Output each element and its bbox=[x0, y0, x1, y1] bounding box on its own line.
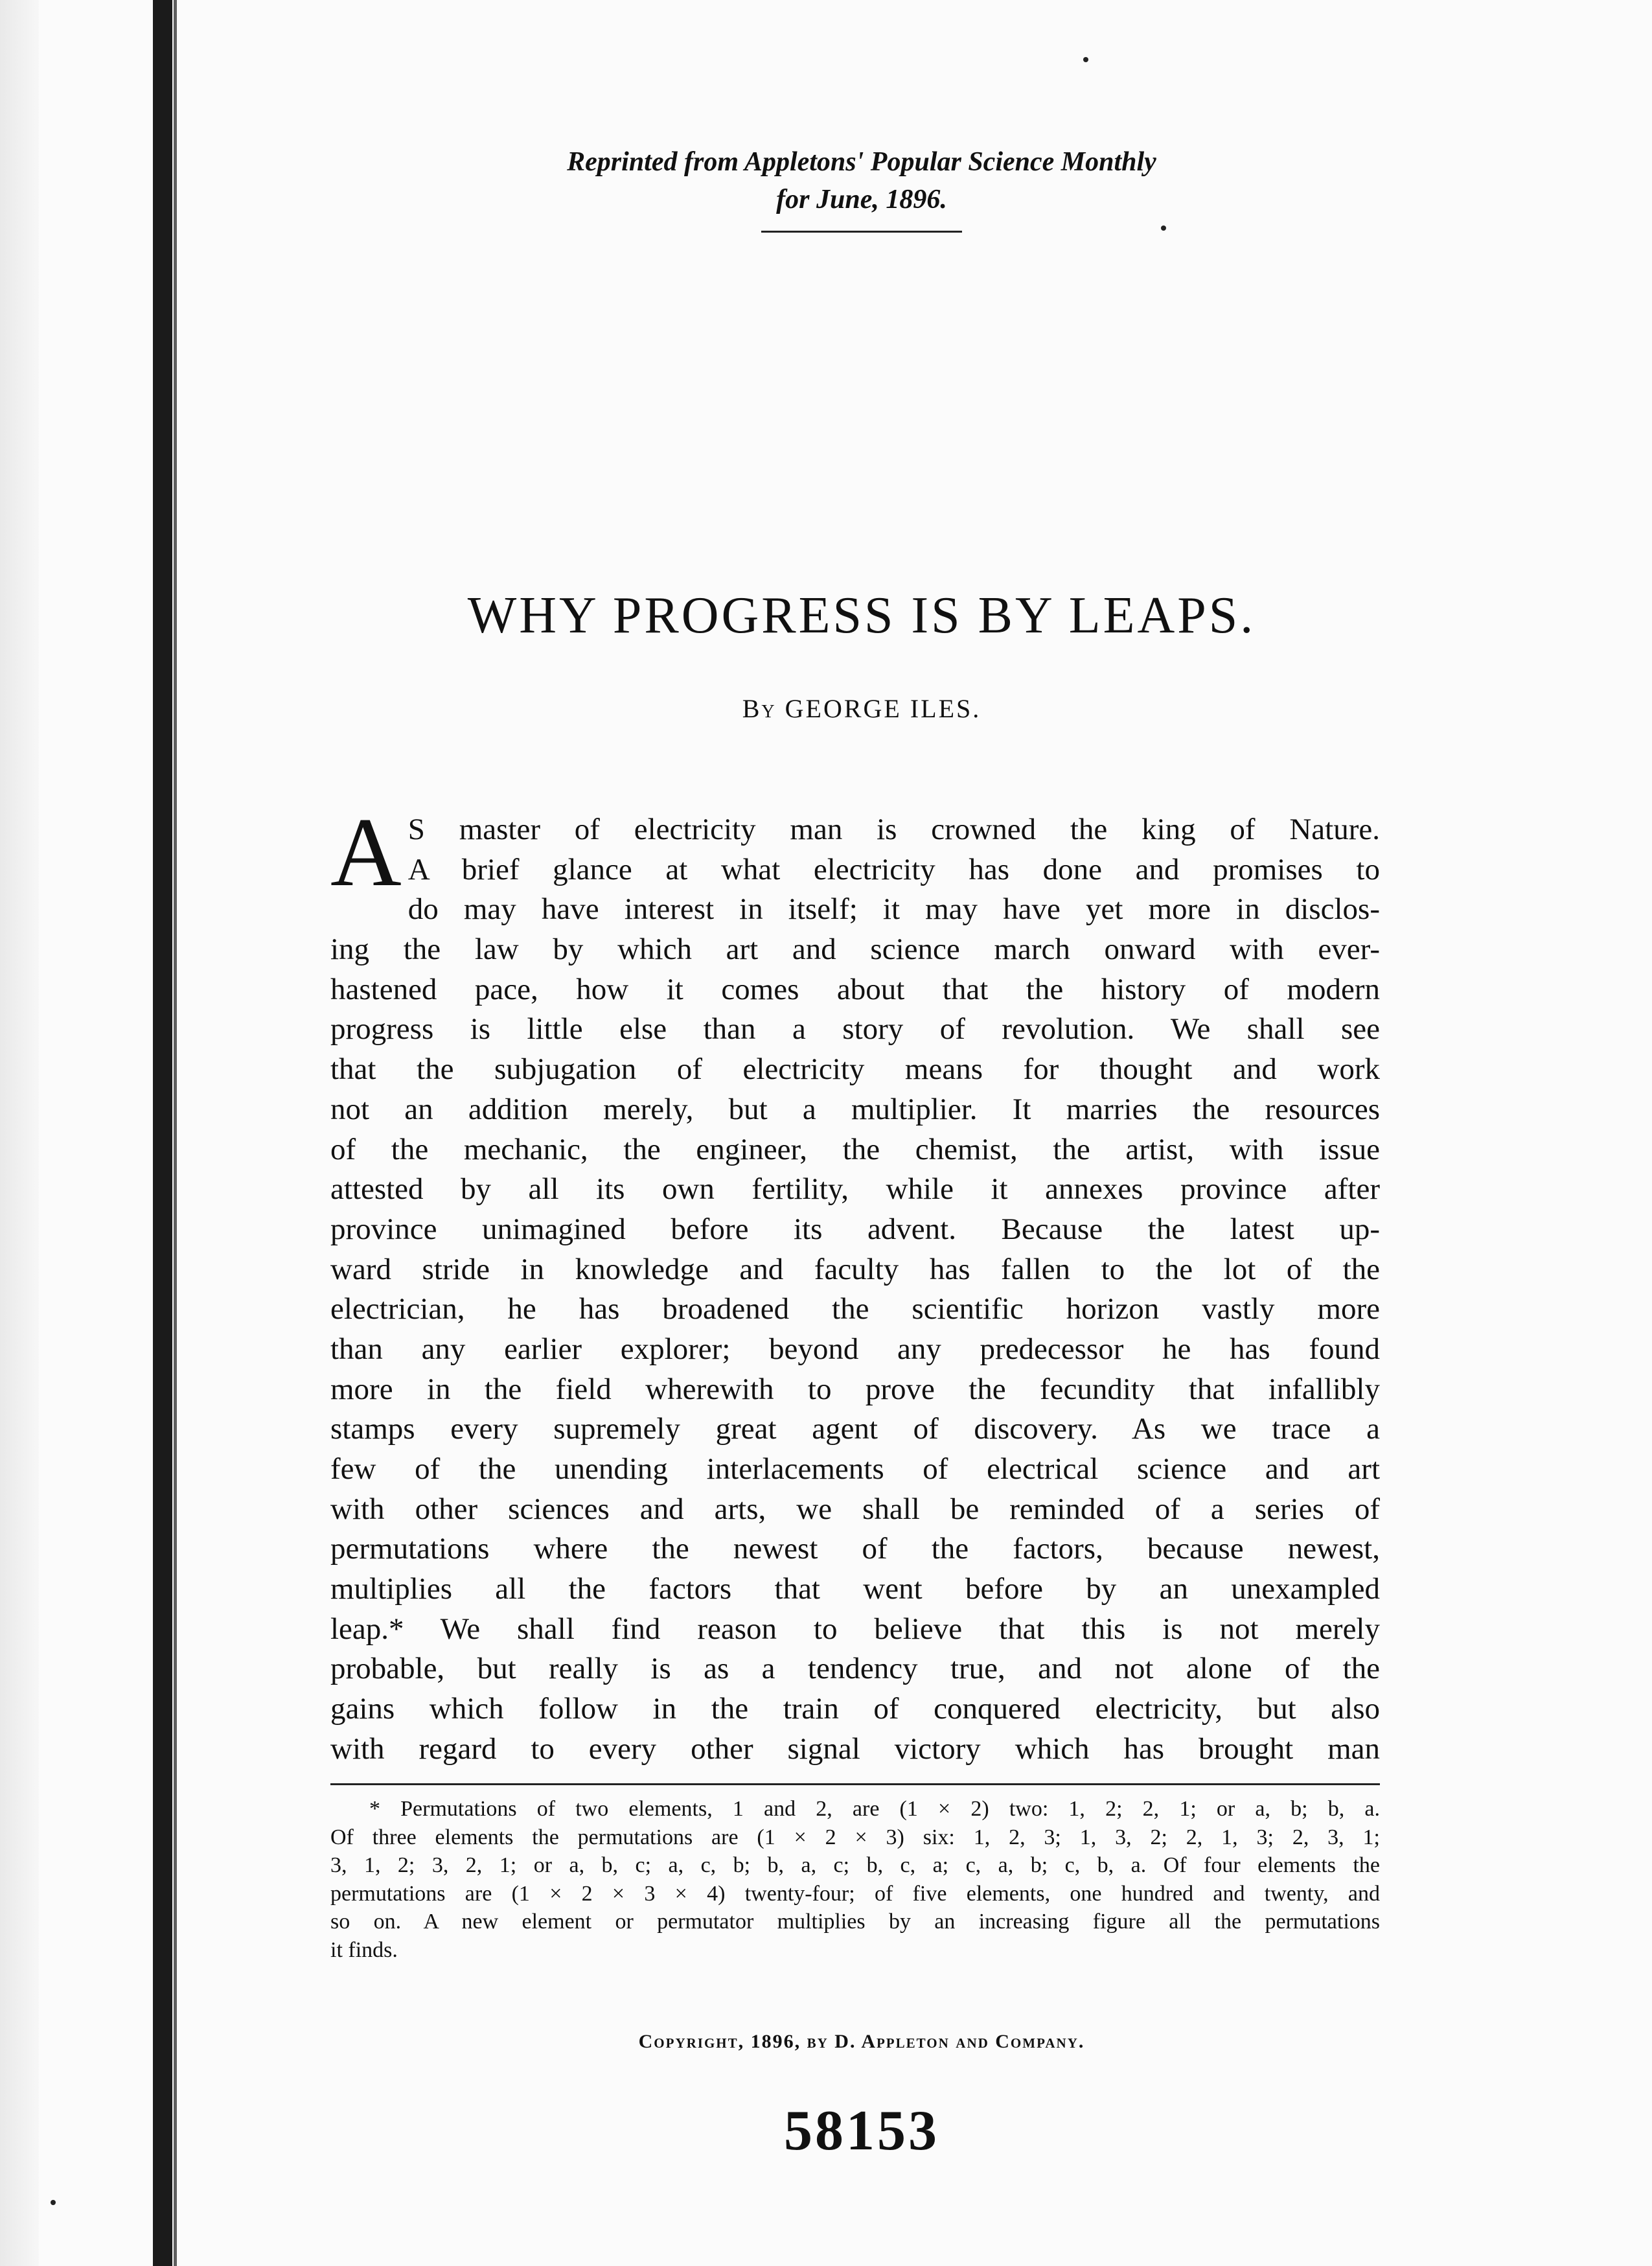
body-line: that the subjugation of electricity means for thought and work bbox=[330, 1052, 1380, 1087]
body-line: province unimagined before its advent. Because the latest up- bbox=[330, 1212, 1380, 1246]
author-name: GEORGE ILES. bbox=[785, 694, 981, 723]
body-line: more in the field wherewith to prove the fecundity that infallibly bbox=[330, 1372, 1380, 1406]
body-line: attested by all its own fertility, while it annexes province after bbox=[330, 1172, 1380, 1207]
footnote-line: Of three elements the permutations are (1 × 2 × 3) six: 1, 2, 3; 1, 3, 2; 2, 1, 3; 2, 3, 1; bbox=[330, 1825, 1380, 1849]
footnote-line: * Permutations of two elements, 1 and 2, are (1 × 2) two: 1, 2; 2, 1; or a, b; b, a. bbox=[369, 1797, 1380, 1821]
document-page bbox=[330, 0, 1393, 2266]
scan-speck bbox=[1161, 225, 1166, 231]
body-line: probable, but really is as a tendency true, and not alone of the bbox=[330, 1652, 1380, 1686]
body-line: ing the law by which art and science march onward with ever- bbox=[330, 932, 1380, 967]
reprint-notice-line1: Reprinted from Appletons' Popular Science Monthly bbox=[567, 147, 1156, 177]
body-line: with other sciences and arts, we shall be reminded of a series of bbox=[330, 1492, 1380, 1526]
body-line: leap.* We shall find reason to believe that this is not merely bbox=[330, 1612, 1380, 1646]
footnote-line: permutations are (1 × 2 × 3 × 4) twenty-four; of five elements, one hundred and twenty, and bbox=[330, 1881, 1380, 1906]
body-line: not an addition merely, but a multiplier. It marries the resources bbox=[330, 1092, 1380, 1126]
body-line: electrician, he has broadened the scientific horizon vastly more bbox=[330, 1292, 1380, 1326]
body-line: few of the unending interlacements of electrical science and art bbox=[330, 1452, 1380, 1486]
header-divider bbox=[761, 231, 962, 233]
footnote bbox=[330, 1795, 1380, 1964]
scan-speck bbox=[1083, 57, 1088, 62]
page-binding-edge bbox=[153, 0, 172, 2266]
footnote-line: 3, 1, 2; 3, 2, 1; or a, b, c; a, c, b; b, a, c; b, c, a; c, a, b; c, b, a. Of four elements the bbox=[330, 1853, 1380, 1877]
body-line: progress is little else than a story of revolution. We shall see bbox=[330, 1012, 1380, 1046]
article-title: WHY PROGRESS IS BY LEAPS. bbox=[467, 587, 1256, 644]
body-line: A brief glance at what electricity has done and promises to bbox=[407, 852, 1380, 886]
body-line: permutations where the newest of the factors, because newest, bbox=[330, 1532, 1380, 1566]
footnote-line: it finds. bbox=[330, 1937, 398, 1962]
body-line: stamps every supremely great agent of discovery. As we trace a bbox=[330, 1412, 1380, 1446]
page-binding-edge-inner bbox=[174, 0, 177, 2266]
body-line: S master of electricity man is crowned the king of Nature. bbox=[407, 813, 1380, 846]
body-line: hastened pace, how it comes about that the history of modern bbox=[330, 972, 1380, 1006]
body-line: gains which follow in the train of conquered electricity, but also bbox=[330, 1692, 1380, 1726]
body-line: with regard to every other signal victory which has brought man bbox=[330, 1731, 1380, 1766]
scan-speck bbox=[51, 2200, 56, 2205]
article-body bbox=[330, 798, 1380, 1770]
footnote-line: so on. A new element or permutator multiplies by an increasing figure all the permutations bbox=[330, 1910, 1380, 1934]
byline bbox=[330, 693, 1393, 724]
body-line: do may have interest in itself; it may have yet more in disclos- bbox=[407, 892, 1380, 927]
reprint-notice-line2: for June, 1896. bbox=[776, 185, 947, 214]
copyright-notice: Copyright, 1896, by D. Appleton and Company. bbox=[638, 2031, 1085, 2052]
body-line: multiplies all the factors that went before by an unexampled bbox=[330, 1572, 1380, 1606]
catalog-number: 58153 bbox=[784, 2099, 939, 2162]
byline-prefix: By bbox=[742, 694, 777, 723]
body-line: than any earlier explorer; beyond any predecessor he has found bbox=[330, 1332, 1380, 1366]
drop-cap: A bbox=[330, 798, 402, 907]
body-line: ward stride in knowledge and faculty has fallen to the lot of the bbox=[330, 1252, 1380, 1286]
body-line: of the mechanic, the engineer, the chemist, the artist, with issue bbox=[330, 1132, 1380, 1166]
footnote-divider bbox=[330, 1783, 1380, 1785]
page-binding-shadow bbox=[0, 0, 39, 2266]
